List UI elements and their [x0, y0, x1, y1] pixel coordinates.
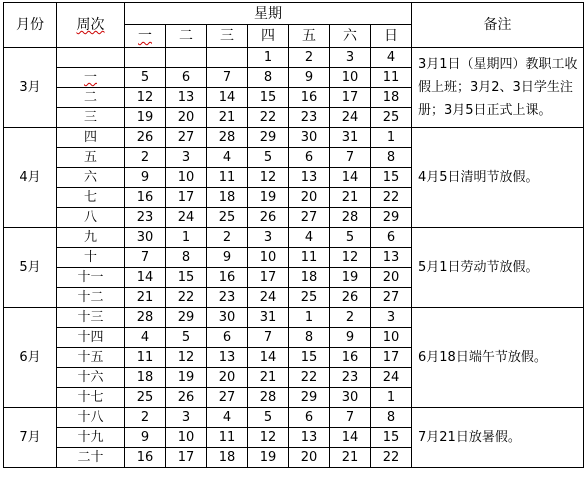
- month-cell: 3月: [4, 48, 57, 128]
- note-cell: 5月1日劳动节放假。: [412, 228, 584, 308]
- day-cell: 29: [371, 208, 412, 228]
- day-cell: 5: [330, 228, 371, 248]
- day-cell: 22: [371, 448, 412, 468]
- day-cell: 7: [125, 248, 166, 268]
- day-cell: 16: [125, 188, 166, 208]
- month-cell: 7月: [4, 408, 57, 468]
- day-cell: 19: [330, 268, 371, 288]
- day-cell: 8: [371, 148, 412, 168]
- week-number-cell: 十二: [57, 288, 125, 308]
- week-number-cell: 二十: [57, 448, 125, 468]
- day-cell: 10: [330, 68, 371, 88]
- week-row: [4, 308, 584, 328]
- day-cell: 19: [248, 188, 289, 208]
- day-cell: 1: [289, 308, 330, 328]
- day-cell: 28: [125, 308, 166, 328]
- day-cell: 30: [125, 228, 166, 248]
- day-cell: 14: [330, 168, 371, 188]
- day-cell: 21: [125, 288, 166, 308]
- week-number-cell: [57, 48, 125, 68]
- weekday-header: 六: [330, 25, 371, 48]
- day-cell: 23: [289, 108, 330, 128]
- day-cell: 4: [207, 408, 248, 428]
- day-cell: 10: [248, 248, 289, 268]
- day-cell: 17: [166, 188, 207, 208]
- month-cell: 6月: [4, 308, 57, 408]
- note-cell: 4月5日清明节放假。: [412, 128, 584, 228]
- day-cell: 16: [125, 448, 166, 468]
- day-cell: 26: [166, 388, 207, 408]
- day-cell: 3: [166, 148, 207, 168]
- week-number-cell: 十七: [57, 388, 125, 408]
- day-cell: 24: [330, 108, 371, 128]
- day-cell: 9: [207, 248, 248, 268]
- note-cell: 6月18日端午节放假。: [412, 308, 584, 408]
- day-cell: 15: [166, 268, 207, 288]
- day-cell: 22: [248, 108, 289, 128]
- day-cell: 11: [207, 168, 248, 188]
- day-cell: 3: [248, 228, 289, 248]
- day-cell: 5: [166, 328, 207, 348]
- day-cell: 20: [289, 448, 330, 468]
- day-cell: 27: [207, 388, 248, 408]
- day-cell: 20: [166, 108, 207, 128]
- day-cell: 1: [371, 128, 412, 148]
- day-cell: 15: [248, 88, 289, 108]
- day-cell: 7: [330, 148, 371, 168]
- day-cell: 21: [248, 368, 289, 388]
- day-cell: 20: [371, 268, 412, 288]
- week-number-cell: 二: [57, 88, 125, 108]
- day-cell: 5: [248, 148, 289, 168]
- weekday-header: 三: [207, 25, 248, 48]
- day-cell: 20: [289, 188, 330, 208]
- day-cell: 25: [207, 208, 248, 228]
- day-cell: 18: [125, 368, 166, 388]
- day-cell: 28: [330, 208, 371, 228]
- day-cell: 8: [166, 248, 207, 268]
- day-cell: 30: [330, 388, 371, 408]
- day-cell: 11: [207, 428, 248, 448]
- day-cell: 4: [371, 48, 412, 68]
- day-cell: 5: [125, 68, 166, 88]
- day-cell: 5: [248, 408, 289, 428]
- day-cell: 30: [289, 128, 330, 148]
- day-cell: 14: [330, 428, 371, 448]
- weekday-header: 二: [166, 25, 207, 48]
- day-cell: 4: [289, 228, 330, 248]
- month-header: 月份: [4, 3, 57, 48]
- week-number-cell: 三: [57, 108, 125, 128]
- day-cell: 10: [371, 328, 412, 348]
- day-cell: 17: [371, 348, 412, 368]
- day-cell: 8: [248, 68, 289, 88]
- day-cell: 17: [166, 448, 207, 468]
- day-cell: 29: [248, 128, 289, 148]
- note-cell: 3月1日（星期四）教职工收假上班；3月2、3日学生注册；3月5日正式上课。: [412, 48, 584, 128]
- day-cell: 13: [289, 428, 330, 448]
- day-cell: 9: [125, 168, 166, 188]
- day-cell: 6: [371, 228, 412, 248]
- day-cell: 4: [125, 328, 166, 348]
- calendar-table: [3, 2, 584, 468]
- month-cell: 5月: [4, 228, 57, 308]
- week-number-cell: 十: [57, 248, 125, 268]
- day-cell: 9: [125, 428, 166, 448]
- day-cell: 8: [289, 328, 330, 348]
- weekday-header-label: 一: [138, 28, 152, 44]
- week-number-cell: 八: [57, 208, 125, 228]
- day-cell: 9: [330, 328, 371, 348]
- day-cell: 16: [289, 88, 330, 108]
- day-cell: 3: [330, 48, 371, 68]
- day-cell: 17: [248, 268, 289, 288]
- week-number-label: 一: [83, 70, 97, 85]
- day-cell: 27: [371, 288, 412, 308]
- day-cell: 1: [166, 228, 207, 248]
- weekday-header: [125, 25, 166, 48]
- weekday-header: 四: [248, 25, 289, 48]
- day-cell: 13: [289, 168, 330, 188]
- day-cell: 24: [371, 368, 412, 388]
- day-cell: 15: [371, 428, 412, 448]
- day-cell: 26: [248, 208, 289, 228]
- notes-header: 备注: [412, 3, 584, 48]
- day-cell: 15: [371, 168, 412, 188]
- weekday-header: 日: [371, 25, 412, 48]
- day-cell: 25: [125, 388, 166, 408]
- day-cell: 26: [125, 128, 166, 148]
- header-row: [4, 3, 584, 25]
- week-row: [4, 128, 584, 148]
- day-cell: 26: [330, 288, 371, 308]
- day-cell: 21: [330, 188, 371, 208]
- day-cell: 11: [371, 68, 412, 88]
- day-cell: 28: [248, 388, 289, 408]
- day-cell: 4: [207, 148, 248, 168]
- week-number-cell: 十九: [57, 428, 125, 448]
- day-cell: 31: [330, 128, 371, 148]
- day-cell: 17: [330, 88, 371, 108]
- day-cell: 20: [207, 368, 248, 388]
- day-cell: 16: [207, 268, 248, 288]
- day-cell: 19: [125, 108, 166, 128]
- week-number-cell: [57, 68, 125, 88]
- day-cell: 9: [289, 68, 330, 88]
- day-cell: 2: [125, 408, 166, 428]
- week-header: [57, 3, 125, 48]
- day-cell: 12: [330, 248, 371, 268]
- day-cell: 7: [248, 328, 289, 348]
- day-cell: 28: [207, 128, 248, 148]
- day-cell: 2: [125, 148, 166, 168]
- weekday-group-header: 星期: [125, 3, 412, 25]
- note-cell: 7月21日放暑假。: [412, 408, 584, 468]
- day-cell: 14: [207, 88, 248, 108]
- day-cell: 2: [289, 48, 330, 68]
- day-cell: 27: [166, 128, 207, 148]
- week-number-cell: 六: [57, 168, 125, 188]
- day-cell: 23: [330, 368, 371, 388]
- day-cell: 11: [289, 248, 330, 268]
- day-cell: 21: [207, 108, 248, 128]
- day-cell: 14: [248, 348, 289, 368]
- day-cell: 29: [166, 308, 207, 328]
- week-number-cell: 十五: [57, 348, 125, 368]
- weekday-header: 五: [289, 25, 330, 48]
- day-cell: 7: [207, 68, 248, 88]
- day-cell: 21: [330, 448, 371, 468]
- day-cell: 8: [371, 408, 412, 428]
- day-cell: 1: [371, 388, 412, 408]
- day-cell: 6: [166, 68, 207, 88]
- day-cell: 23: [125, 208, 166, 228]
- day-cell: 24: [166, 208, 207, 228]
- day-cell: 10: [166, 428, 207, 448]
- day-cell: 25: [289, 288, 330, 308]
- week-row: [4, 408, 584, 428]
- week-header-label: 周次: [76, 17, 105, 33]
- day-cell: 12: [248, 168, 289, 188]
- week-number-cell: 四: [57, 128, 125, 148]
- week-number-cell: 五: [57, 148, 125, 168]
- day-cell: 18: [207, 448, 248, 468]
- day-cell: 18: [289, 268, 330, 288]
- day-cell: 12: [125, 88, 166, 108]
- day-cell: 18: [371, 88, 412, 108]
- day-cell: 22: [166, 288, 207, 308]
- day-cell: 16: [330, 348, 371, 368]
- week-number-cell: 十八: [57, 408, 125, 428]
- day-cell: 18: [207, 188, 248, 208]
- day-cell: 13: [371, 248, 412, 268]
- day-cell: 2: [330, 308, 371, 328]
- day-cell: 15: [289, 348, 330, 368]
- day-cell: 22: [289, 368, 330, 388]
- day-cell: 6: [289, 408, 330, 428]
- day-cell: 24: [248, 288, 289, 308]
- day-cell: 25: [371, 108, 412, 128]
- day-cell: 12: [166, 348, 207, 368]
- day-cell: [166, 48, 207, 68]
- week-number-cell: 七: [57, 188, 125, 208]
- week-number-cell: 十四: [57, 328, 125, 348]
- week-row: [4, 228, 584, 248]
- day-cell: 11: [125, 348, 166, 368]
- day-cell: 7: [330, 408, 371, 428]
- day-cell: 30: [207, 308, 248, 328]
- day-cell: 10: [166, 168, 207, 188]
- day-cell: 29: [289, 388, 330, 408]
- day-cell: 13: [207, 348, 248, 368]
- day-cell: 12: [248, 428, 289, 448]
- day-cell: 27: [289, 208, 330, 228]
- week-number-cell: 十三: [57, 308, 125, 328]
- day-cell: 23: [207, 288, 248, 308]
- day-cell: 3: [371, 308, 412, 328]
- day-cell: 22: [371, 188, 412, 208]
- day-cell: 13: [166, 88, 207, 108]
- day-cell: 19: [248, 448, 289, 468]
- day-cell: 6: [289, 148, 330, 168]
- day-cell: 2: [207, 228, 248, 248]
- day-cell: [125, 48, 166, 68]
- day-cell: 31: [248, 308, 289, 328]
- day-cell: 1: [248, 48, 289, 68]
- day-cell: 3: [166, 408, 207, 428]
- week-number-cell: 九: [57, 228, 125, 248]
- week-number-cell: 十一: [57, 268, 125, 288]
- day-cell: 19: [166, 368, 207, 388]
- day-cell: 6: [207, 328, 248, 348]
- week-row: [4, 48, 584, 68]
- month-cell: 4月: [4, 128, 57, 228]
- day-cell: 14: [125, 268, 166, 288]
- week-number-cell: 十六: [57, 368, 125, 388]
- day-cell: [207, 48, 248, 68]
